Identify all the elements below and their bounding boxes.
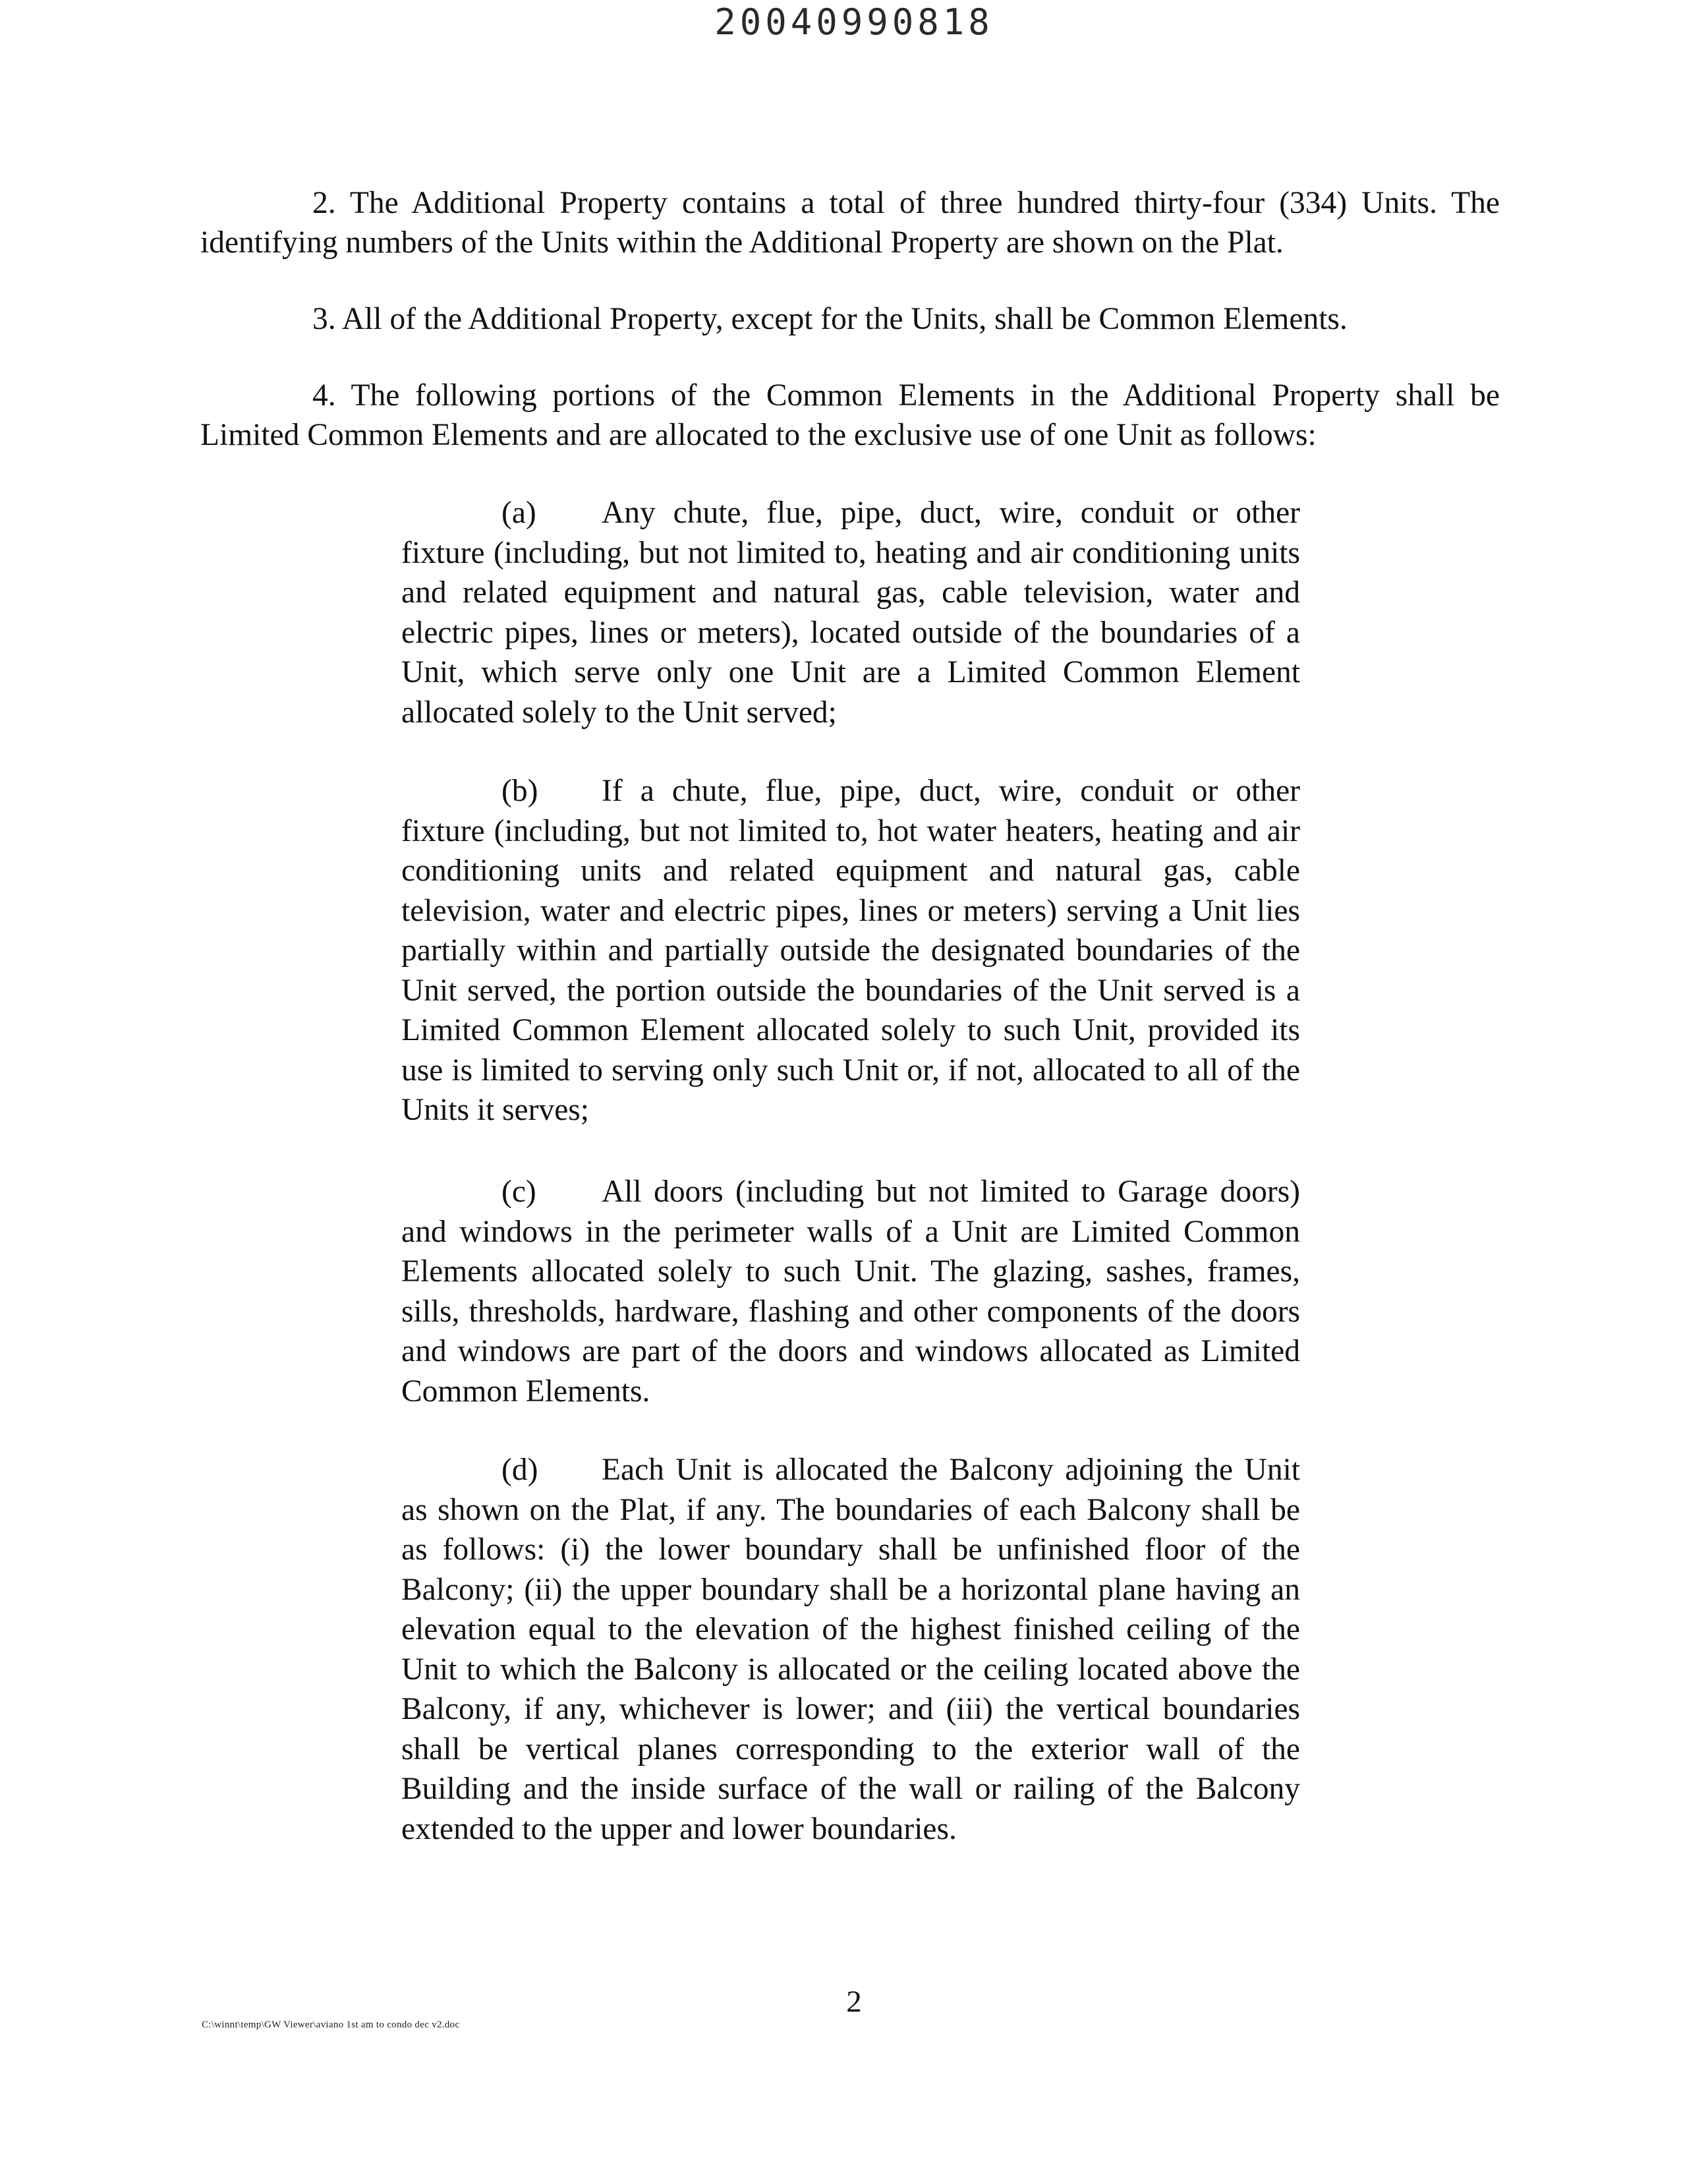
subparagraph-b-label: (b) — [501, 774, 538, 808]
subparagraph-b-text: If a chute, flue, pipe, duct, wire, conduit or other fixture (including, but not limited to, hot water heaters, heating and air conditioning units and related equipment and natural gas, cable television, water and electric pipes, lines or meters) serving a Unit lies partially within and partially outside the designated boundaries of the Unit served, the portion outside the boundaries of the Unit served is a Limited Common Element allocated solely to such Unit, provided its use is limited to serving only such Unit or, if not, allocated to all of the Units it serves; — [401, 774, 1300, 1127]
subparagraph-a-text: Any chute, flue, pipe, duct, wire, conduit or other fixture (including, but not limited to, heating and air conditioning units and related equipment and natural gas, cable television, water and electric pipes, lines or meters), located outside of the boundaries of a Unit, which serve only one Unit are a Limited Common Element allocated solely to the Unit served; — [401, 496, 1300, 730]
subparagraph-c — [401, 1172, 1300, 1411]
paragraph-4: 4. The following portions of the Common Elements in the Additional Property shall be Limited Common Elements and are allocated to the exclusive use of one Unit as follows: — [200, 378, 1500, 452]
page-number: 2 — [846, 1985, 862, 2019]
subparagraph-b — [401, 771, 1300, 1130]
subparagraph-d-label: (d) — [501, 1453, 538, 1487]
subparagraph-a-label: (a) — [501, 496, 536, 530]
paragraph-2: 2. The Additional Property contains a total of three hundred thirty-four (334) Units. The identifying numbers of the Units within the Additional Property are shown on the Plat. — [200, 186, 1500, 260]
subparagraph-c-label: (c) — [501, 1175, 536, 1209]
subparagraph-c-text: All doors (including but not limited to Garage doors) and windows in the perimeter walls of a Unit are Limited Common Elements allocated solely to such Unit. The glazing, sashes, frames, sills, thresholds, hardware, flashing and other components of the doors and windows are part of the doors and windows allocated as Limited Common Elements. — [401, 1175, 1300, 1409]
footer-file-path: C:\winnt\temp\GW Viewer\aviano 1st am to condo dec v2.doc — [202, 2020, 460, 2030]
subparagraph-d-text: Each Unit is allocated the Balcony adjoining the Unit as shown on the Plat, if any. The boundaries of each Balcony shall be as follows: (i) the lower boundary shall be unfinished floor of the Balcony; (ii) the upper boundary shall be a horizontal plane having an elevation equal to the elevation of the highest finished ceiling of the Unit to which the Balcony is allocated or the ceiling located above the Balcony, if any, whichever is lower; and (iii) the vertical boundaries shall be vertical planes corresponding to the exterior wall of the Building and the inside surface of the wall or railing of the Balcony extended to the upper and lower boundaries. — [401, 1453, 1300, 1846]
subparagraph-d — [401, 1450, 1300, 1849]
subparagraph-a — [401, 493, 1300, 732]
document-number: 20040990818 — [714, 1, 994, 43]
paragraph-3: 3. All of the Additional Property, except for the Units, shall be Common Elements. — [312, 302, 1348, 336]
